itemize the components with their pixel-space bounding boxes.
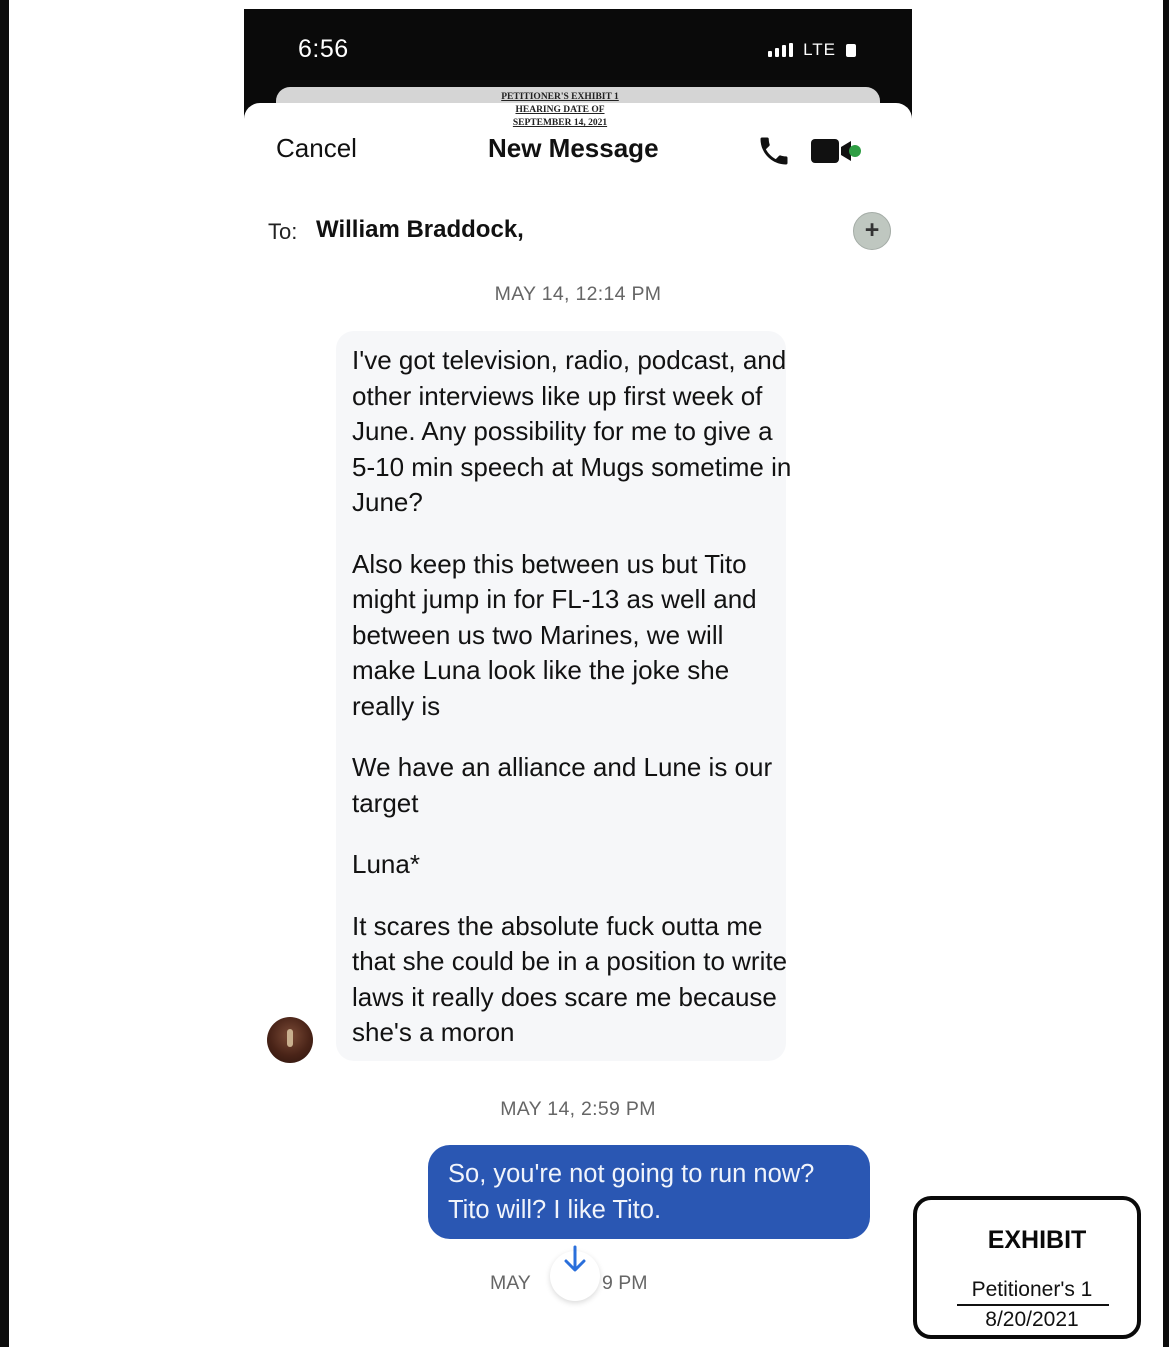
message-timestamp: MAY 14, 12:14 PM: [494, 283, 662, 305]
outgoing-message-line: So, you're not going to run now?: [448, 1160, 815, 1188]
message-paragraph: Also keep this between us but Tito might jump in for FL-13 as well and between us two Marines, we will make Luna look like the joke she really is: [352, 548, 757, 721]
arrow-down-icon: [550, 1235, 600, 1285]
outgoing-message-bubble[interactable]: [428, 1145, 870, 1239]
add-recipient-button[interactable]: [853, 212, 891, 250]
incoming-message-text: [352, 343, 792, 1051]
message-timestamp: MAY 14, 2:59 PM: [500, 1098, 656, 1120]
exhibit-date: 8/20/2021: [985, 1308, 1079, 1331]
message-paragraph: I've got television, radio, podcast, and other interviews like up first week of June. Any possibility for me to give a 5-10 min speech at Mugs sometime in June?: [352, 345, 792, 517]
stamp-line-2: HEARING DATE OF: [515, 105, 605, 115]
message-paragraph: It scares the absolute fuck outta me that she could be in a position to write laws it really does scare me because she's a moron: [352, 910, 788, 1047]
exhibit-sticker: [913, 1196, 1141, 1339]
avatar[interactable]: [267, 1017, 313, 1063]
exhibit-party: Petitioner's 1: [971, 1278, 1093, 1301]
scroll-down-button[interactable]: [550, 1251, 600, 1301]
stamp-line-3: SEPTEMBER 14, 2021: [512, 118, 608, 128]
phone-screenshot: [244, 9, 912, 1347]
scan-edge-right: [1163, 0, 1169, 1347]
outgoing-message-line: Tito will? I like Tito.: [448, 1195, 662, 1224]
battery-icon: [846, 44, 856, 57]
cancel-button[interactable]: Cancel: [276, 133, 357, 163]
status-time: 6:56: [298, 35, 349, 63]
message-paragraph: Luna*: [352, 849, 420, 879]
status-indicators: [768, 40, 856, 60]
video-camera-icon[interactable]: [811, 137, 861, 165]
stamp-line-1: PETITIONER'S EXHIBIT 1: [501, 92, 619, 102]
exhibit-title: EXHIBIT: [987, 1226, 1087, 1254]
network-type: LTE: [803, 40, 836, 59]
recipient-name[interactable]: William Braddock,: [316, 216, 524, 243]
message-timestamp-partial: 9 PM: [602, 1272, 648, 1294]
scan-edge-left: [0, 0, 9, 1347]
page-title: New Message: [488, 133, 659, 163]
signal-bars-icon: [768, 43, 793, 57]
hearing-stamp: [454, 91, 666, 130]
exhibit-divider: [957, 1304, 1109, 1306]
phone-icon[interactable]: [756, 133, 792, 169]
plus-icon: +: [864, 216, 880, 244]
message-paragraph: We have an alliance and Lune is our target: [352, 752, 773, 818]
to-label: To:: [268, 219, 298, 244]
message-timestamp-partial: MAY: [490, 1272, 531, 1294]
